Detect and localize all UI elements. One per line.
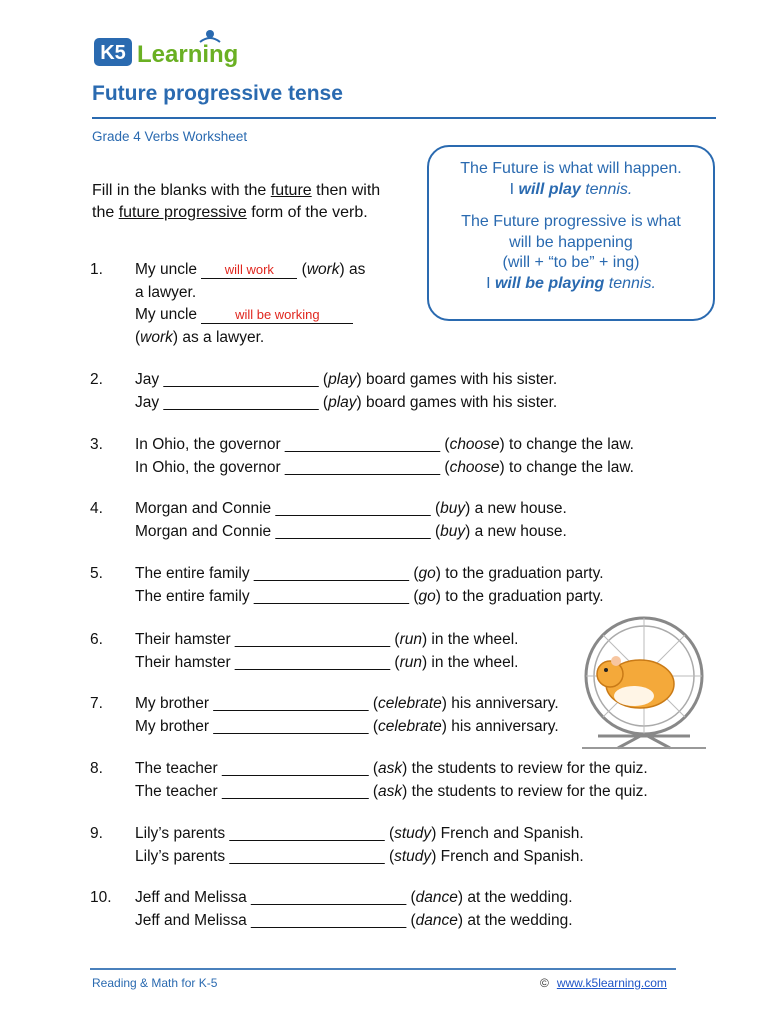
question-number: 4.	[90, 500, 103, 517]
footer-tagline: Reading & Math for K-5	[92, 976, 218, 990]
future-progressive-line: The entire family __________________ (go) to the graduation party.	[135, 586, 604, 609]
logo-learning-text: Learning	[137, 41, 239, 68]
verb-hint: ask	[378, 782, 403, 800]
future-line: In Ohio, the governor __________________ (choose) to change the law.	[135, 434, 634, 457]
info-line-5: (will + “to be” + ing)	[502, 254, 640, 271]
tense-info-box	[427, 145, 715, 321]
info-line-6: I will be playing tennis.	[486, 274, 656, 292]
question-number: 2.	[90, 371, 103, 388]
future-line: The entire family __________________ (go) to the graduation party.	[135, 563, 604, 586]
verb-hint: study	[394, 847, 432, 865]
future-progressive-line: Jeff and Melissa __________________ (dance) at the wedding.	[135, 910, 573, 933]
answer-blank[interactable]: __________________	[234, 631, 391, 648]
verb-hint: buy	[440, 500, 466, 517]
answer-blank[interactable]: __________________	[229, 825, 385, 842]
answer-blank[interactable]: __________________	[163, 393, 319, 411]
future-progressive-line: The teacher _________________ (ask) the students to review for the quiz.	[135, 781, 648, 804]
page-title: Future progressive tense	[92, 82, 343, 105]
verb-hint: ask	[378, 760, 403, 777]
verb-hint: celebrate	[378, 695, 442, 712]
future-line: Jay __________________ (play) board games with his sister.	[135, 369, 557, 392]
verb-hint: buy	[440, 522, 466, 540]
verb-hint: celebrate	[378, 717, 442, 735]
verb-hint: choose	[449, 436, 500, 453]
future-progressive-line: In Ohio, the governor __________________ (choose) to change the law.	[135, 457, 634, 480]
future-line: Their hamster __________________ (run) in the wheel.	[135, 629, 518, 652]
logo-k5-text: K5	[100, 42, 126, 64]
answer-blank[interactable]: __________________	[163, 371, 319, 388]
answer-blank[interactable]: __________________	[229, 847, 385, 865]
answer-blank[interactable]: __________________	[253, 565, 410, 582]
answer-blank[interactable]: __________________	[275, 522, 431, 540]
future-progressive-line: Their hamster __________________ (run) in the wheel.	[135, 652, 518, 675]
question-number: 5.	[90, 565, 103, 582]
verb-hint: run	[399, 653, 422, 671]
verb-hint: dance	[415, 911, 458, 929]
website-link[interactable]: www.k5learning.com	[556, 976, 667, 990]
verb-hint: run	[399, 631, 422, 648]
future-progressive-line: Morgan and Connie __________________ (buy) a new house.	[135, 521, 567, 544]
verb-hint: play	[328, 393, 357, 411]
question-number: 10.	[90, 889, 112, 906]
answer-blank[interactable]: __________________	[253, 587, 410, 605]
answer-blank[interactable]: __________________	[213, 695, 369, 712]
verb-hint: play	[328, 371, 357, 388]
verb-hint: choose	[449, 458, 500, 476]
info-line-4: will be happening	[509, 233, 633, 251]
future-progressive-line: Jay __________________ (play) board games with his sister.	[135, 392, 557, 415]
verb-hint: study	[394, 825, 432, 842]
question-number: 8.	[90, 760, 103, 777]
answer-blank[interactable]: _________________	[222, 782, 369, 800]
question-number: 7.	[90, 695, 103, 712]
answer-blank[interactable]: __________________	[275, 500, 431, 517]
verb-hint: go	[418, 587, 436, 605]
hamster-wheel-illustration	[578, 612, 710, 752]
info-line-3: The Future progressive is what	[461, 213, 681, 230]
future-line: Morgan and Connie __________________ (buy) a new house.	[135, 498, 567, 521]
question-number: 9.	[90, 825, 103, 842]
future-line: Jeff and Melissa __________________ (dance) at the wedding.	[135, 887, 573, 910]
title-divider	[92, 117, 716, 119]
question-number: 1.	[90, 261, 103, 278]
future-line: The teacher _________________ (ask) the students to review for the quiz.	[135, 758, 648, 781]
answer-blank[interactable]: __________________	[213, 717, 369, 735]
future-line: Lily’s parents __________________ (study) French and Spanish.	[135, 823, 584, 846]
question-number: 6.	[90, 631, 103, 648]
info-line-1: The Future is what will happen.	[460, 160, 682, 177]
verb-hint: dance	[415, 889, 458, 906]
answer-blank[interactable]: _________________	[222, 760, 369, 777]
verb-hint: go	[418, 565, 436, 582]
footer-copyright: © www.k5learning.com	[540, 976, 667, 990]
future-line: My brother __________________ (celebrate) his anniversary.	[135, 693, 559, 716]
answer-future: will work	[201, 262, 297, 279]
footer-divider	[90, 968, 676, 970]
answer-blank[interactable]: __________________	[284, 458, 441, 476]
answer-blank[interactable]: __________________	[251, 889, 407, 906]
question-number: 3.	[90, 436, 103, 453]
answer-future-progressive: will be working	[201, 307, 353, 324]
future-progressive-line: Lily’s parents __________________ (study) French and Spanish.	[135, 846, 584, 869]
page-subtitle: Grade 4 Verbs Worksheet	[92, 129, 248, 144]
answer-blank[interactable]: __________________	[251, 911, 407, 929]
k5-learning-logo	[92, 28, 262, 72]
instructions: Fill in the blanks with the future then with the future progressive form of the verb.	[92, 182, 381, 221]
answer-blank[interactable]: __________________	[284, 436, 441, 453]
future-progressive-line: My brother __________________ (celebrate) his anniversary.	[135, 716, 559, 739]
info-line-2: I will play tennis.	[509, 180, 633, 198]
answer-blank[interactable]: __________________	[234, 653, 391, 671]
